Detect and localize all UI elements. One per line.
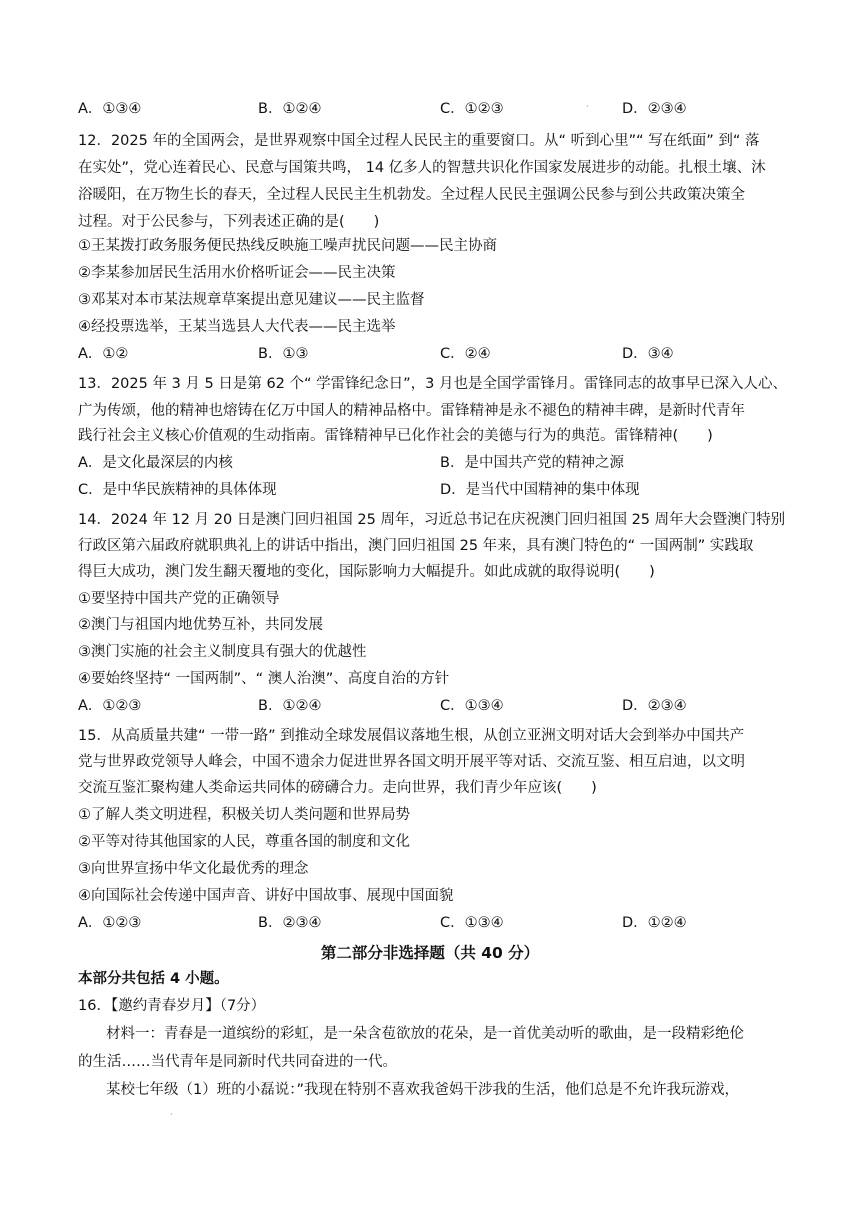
- q12-stem-line: 过程。对于公民参与，下列表述正确的是( ): [78, 214, 380, 230]
- q11-option-b: B．①②④: [258, 101, 322, 117]
- q15-item: ①了解人类文明进程，积极关切人类问题和世界局势: [78, 807, 410, 823]
- q15-stem-line: 交流互鉴汇聚构建人类命运共同体的磅礴合力。走向世界，我们青少年应该( ): [78, 780, 597, 796]
- q13-stem-line: 践行社会主义核心价值观的生动指南。雷锋精神早已化作社会的美德与行为的典范。雷锋精神( ): [78, 428, 713, 444]
- q13-option-d: D．是当代中国精神的集中体现: [440, 482, 640, 498]
- q14-option-c: C．①③④: [440, 698, 504, 714]
- q11-option-c: C．①②③: [440, 101, 504, 117]
- q15-option-b: B．②③④: [258, 915, 322, 931]
- q15-option-c: C．①③④: [440, 915, 504, 931]
- q15-option-a: A．①②③: [78, 915, 142, 931]
- q15-option-d: D．①②④: [622, 915, 687, 931]
- q14-option-b: B．①②④: [258, 698, 322, 714]
- q12-option-c: C．②④: [440, 346, 491, 362]
- q15-item: ④向国际社会传递中国声音、讲好中国故事、展现中国面貌: [78, 888, 454, 904]
- q14-item: ②澳门与祖国内地优势互补，共同发展: [78, 617, 323, 633]
- q12-item: ④经投票选举，王某当选县人大代表——民主选举: [78, 319, 396, 335]
- q13-option-c: C．是中华民族精神的具体体现: [78, 482, 277, 498]
- q12-item: ②李某参加居民生活用水价格听证会——民主决策: [78, 265, 396, 281]
- q12-option-a: A．①②: [78, 346, 129, 362]
- stray-dot: ·: [170, 1110, 173, 1119]
- q14-item: ①要坚持中国共产党的正确领导: [78, 591, 280, 607]
- q14-item: ③澳门实施的社会主义制度具有强大的优越性: [78, 644, 367, 660]
- q13-option-b: B．是中国共产党的精神之源: [440, 455, 624, 471]
- section-note: 本部分共包括 4 小题。: [78, 971, 229, 987]
- q12-option-d: D．③④: [622, 346, 674, 362]
- q15-stem-line: 党与世界政党领导人峰会，中国不遗余力促进世界各国文明开展平等对话、交流互鉴、相互启迪，以文明: [78, 754, 745, 770]
- q13-stem-line: 广为传颂，他的精神也熔铸在亿万中国人的精神品格中。雷锋精神是永不褪色的精神丰碑，是新时代青年: [78, 403, 745, 419]
- q12-stem-line: 在实处”，党心连着民心、民意与国策共鸣， 14 亿多人的智慧共识化作国家发展进步的动能。扎根土壤、沐: [78, 160, 766, 176]
- q16-heading: 16．【邀约青春岁月】（7分）: [78, 998, 266, 1014]
- q16-material-line: 材料一：青春是一道缤纷的彩虹，是一朵含苞欲放的花朵，是一首优美动听的歌曲，是一段精彩绝伦: [106, 1026, 744, 1042]
- q12-option-b: B．①③: [258, 346, 309, 362]
- q14-item: ④要始终坚持“ 一国两制”、“ 澳人治澳”、高度自治的方针: [78, 671, 450, 687]
- q12-item: ③邓某对本市某法规章草案提出意见建议——民主监督: [78, 292, 425, 308]
- q14-option-d: D．②③④: [622, 698, 687, 714]
- section-title: 第二部分非选择题（共 40 分）: [320, 944, 540, 962]
- q11-option-a: A．①③④: [78, 101, 142, 117]
- q13-option-a: A．是文化最深层的内核: [78, 455, 233, 471]
- stray-dot: ·: [586, 102, 589, 111]
- q16-material-line: 某校七年级（1）班的小磊说：”我现在特别不喜欢我爸妈干涉我的生活，他们总是不允许我玩游戏，: [106, 1082, 739, 1098]
- q16-material-line: 的生活……当代青年是同新时代共同奋进的一代。: [78, 1054, 397, 1070]
- q14-option-a: A．①②③: [78, 698, 142, 714]
- q15-item: ②平等对待其他国家的人民，尊重各国的制度和文化: [78, 834, 410, 850]
- q11-option-d: D．②③④: [622, 101, 687, 117]
- q12-stem-line: 12．2025 年的全国两会，是世界观察中国全过程人民民主的重要窗口。从“ 听到心里”“ 写在纸面” 到“ 落: [78, 133, 760, 149]
- q15-stem-line: 15．从高质量共建“ 一带一路” 到推动全球发展倡议落地生根，从创立亚洲文明对话大会到举办中国共产: [78, 728, 745, 744]
- q12-item: ①王某拨打政务服务便民热线反映施工噪声扰民问题——民主协商: [78, 238, 497, 254]
- q14-stem-line: 14．2024 年 12 月 20 日是澳门回归祖国 25 周年，习近总书记在庆祝澳门回归祖国 25 周年大会暨澳门特别: [78, 512, 786, 528]
- q14-stem-line: 得巨大成功，澳门发生翻天覆地的变化，国际影响力大幅提升。如此成就的取得说明( ): [78, 564, 655, 580]
- q14-stem-line: 行政区第六届政府就职典礼上的讲话中指出，澳门回归祖国 25 年来，具有澳门特色的“ 一国两制” 实践取: [78, 538, 754, 554]
- q13-stem-line: 13．2025 年 3 月 5 日是第 62 个“ 学雷锋纪念日”，3 月也是全国学雷锋月。雷锋同志的故事早已深入人心、: [78, 376, 787, 392]
- q15-item: ③向世界宣扬中华文化最优秀的理念: [78, 861, 309, 877]
- q12-stem-line: 浴暖阳，在万物生长的春天，全过程人民民主生机勃发。全过程人民民主强调公民参与到公共政策决策全: [78, 187, 745, 203]
